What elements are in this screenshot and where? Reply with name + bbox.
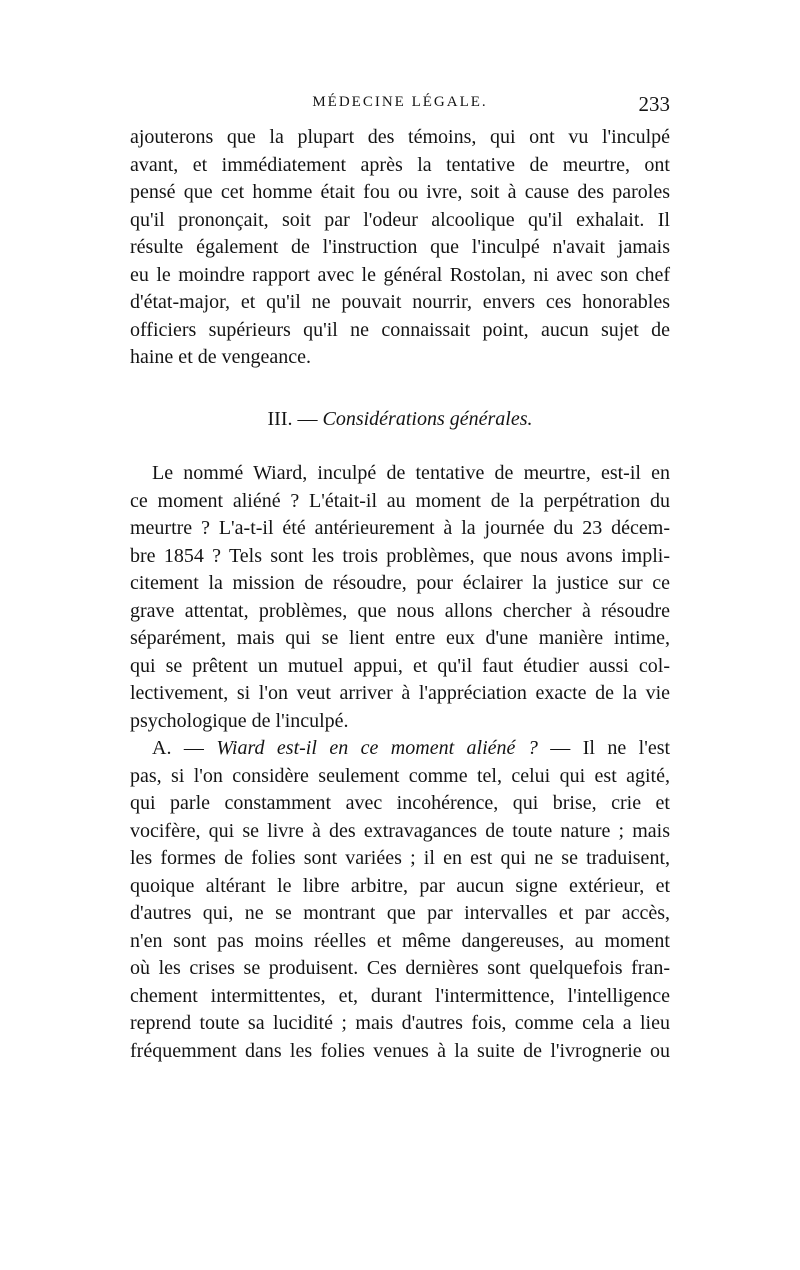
text-line: pensé que cet homme était fou ou ivre, soit à cause des paroles — [130, 181, 670, 203]
text-line: officiers supérieurs qu'il ne connaissait point, aucun sujet de — [130, 318, 670, 341]
text-line: séparément, mais qui se lient entre eux d'une manière intime, — [130, 627, 670, 649]
text-line: résulte également de l'instruction que l'inculpé n'avait jamais — [130, 236, 670, 258]
subsection-question: Wiard est-il en ce moment aliéné ? — [216, 737, 538, 759]
text-line: quoique altérant le libre arbitre, par aucun signe extérieur, et — [130, 874, 670, 897]
section-heading — [130, 404, 670, 434]
text-line: pas, si l'on considère seulement comme tel, celui qui est agité, — [130, 764, 670, 787]
text-line: Le nommé Wiard, inculpé de tentative de meurtre, est-il en — [152, 462, 670, 484]
text-line: meurtre ? L'a-t-il été antérieurement à la journée du 23 décem- — [130, 517, 670, 539]
text-line: grave attentat, problèmes, que nous allons chercher à résoudre — [130, 599, 670, 622]
paragraph-continuation — [130, 124, 670, 372]
section-dash: — — [297, 408, 318, 430]
text-line: qu'il prononçait, soit par l'odeur alcoolique qu'il exhalait. Il — [130, 208, 670, 231]
section-title: Considérations générales. — [322, 408, 533, 430]
text-line: vocifère, qui se livre à des extravagances de toute nature ; mais — [130, 819, 670, 842]
section-number: III. — [267, 408, 293, 430]
text-line: eu le moindre rapport avec le général Rostolan, ni avec son chef — [130, 263, 670, 286]
text-line: reprend toute sa lucidité ; mais d'autres fois, comme cela a lieu — [130, 1012, 670, 1034]
text-line: fréquemment dans les folies venues à la suite de l'ivrognerie ou — [130, 1039, 670, 1062]
text-line: qui parle constamment avec incohérence, qui brise, crie et — [130, 792, 670, 814]
text-line: avant, et immédiatement après la tentative de meurtre, ont — [130, 153, 670, 176]
text-line: ajouterons que la plupart des témoins, qui ont vu l'inculpé — [130, 126, 670, 148]
text-line: qui se prêtent un mutuel appui, et qu'il faut étudier aussi col- — [130, 654, 670, 677]
paragraph-section-a — [130, 735, 670, 1065]
text-line: n'en sont pas moins réelles et même dangereuses, au moment — [130, 929, 670, 952]
text-fragment: Il ne l'est — [582, 737, 671, 759]
text-line: ce moment aliéné ? L'était-il au moment de la perpétration du — [130, 489, 670, 512]
text-line: lectivement, si l'on veut arriver à l'appréciation exacte de la vie — [130, 682, 670, 704]
subsection-dash: — — [550, 737, 571, 759]
text-line: psychologique de l'inculpé. — [130, 709, 349, 732]
running-head — [130, 92, 670, 122]
text-line: citement la mission de résoudre, pour éclairer la justice sur ce — [130, 572, 670, 594]
subsection-label: A. — [152, 737, 172, 759]
text-line: haine et de vengeance. — [130, 346, 312, 368]
text-line: chement intermittentes, et, durant l'intermittence, l'intelligence — [130, 984, 670, 1007]
text-line: les formes de folies sont variées ; il en est qui ne se traduisent, — [130, 847, 670, 869]
paragraph-questions — [130, 460, 670, 735]
text-line: d'autres qui, ne se montrant que par intervalles et par accès, — [130, 902, 670, 924]
page-number: 233 — [638, 92, 670, 116]
running-head-title: MÉDECINE LÉGALE. — [312, 94, 488, 110]
text-line-subheading — [130, 735, 670, 763]
text-line: bre 1854 ? Tels sont les trois problèmes, que nous avons impli- — [130, 544, 670, 567]
subsection-dash: — — [183, 737, 204, 759]
text-line: où les crises se produisent. Ces dernières sont quelquefois fran- — [130, 957, 670, 979]
text-line: d'état-major, et qu'il ne pouvait nourrir, envers ces honorables — [130, 291, 670, 313]
